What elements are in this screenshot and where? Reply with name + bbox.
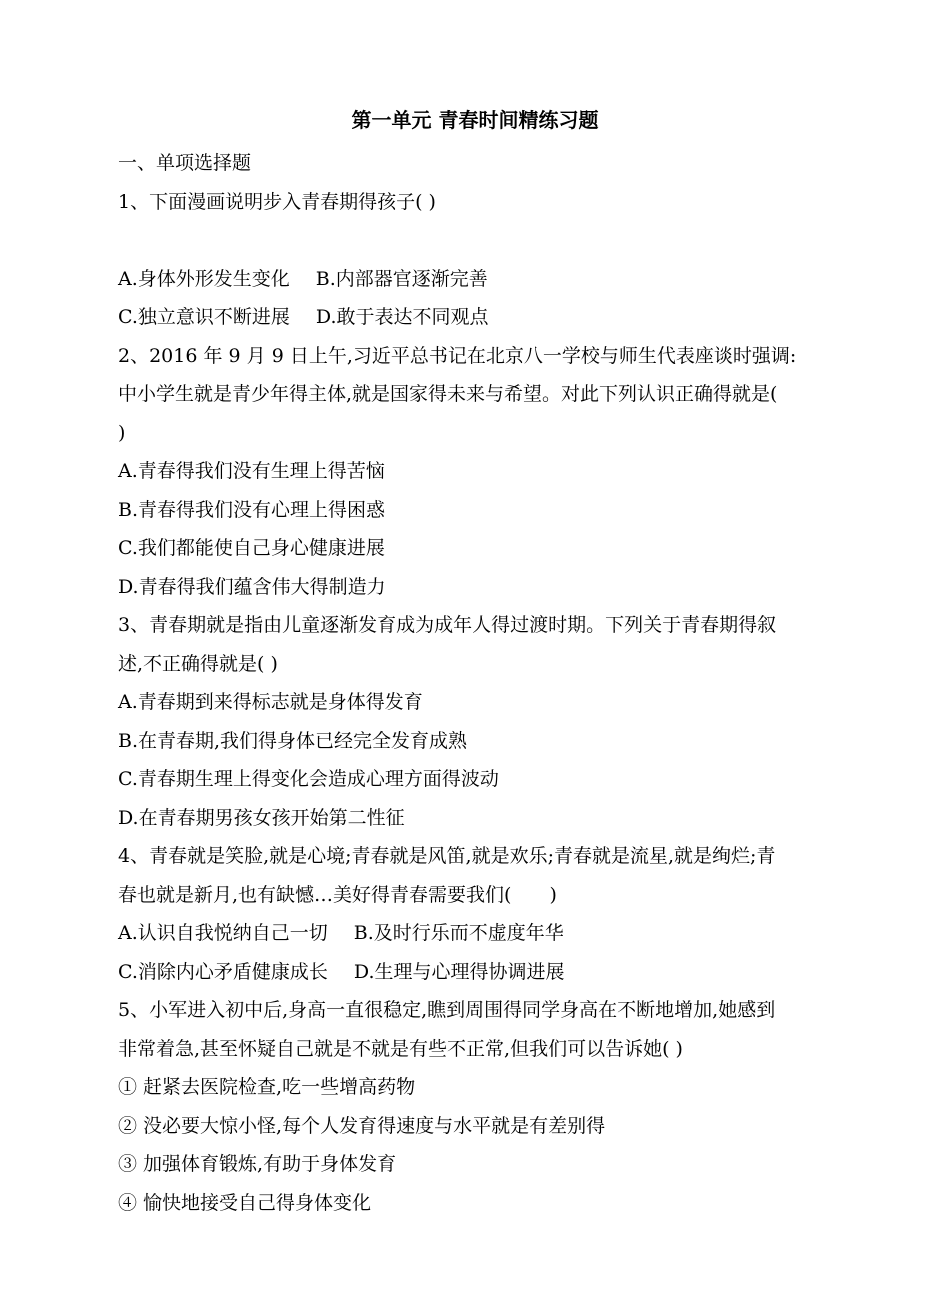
- option-c: C.消除内心矛盾健康成长: [118, 960, 328, 983]
- question-2: [118, 337, 834, 607]
- question-4: [118, 837, 834, 991]
- option-row: [118, 953, 834, 992]
- option-d: D.在青春期男孩女孩开始第二性征: [118, 806, 405, 829]
- option-b: B.在青春期,我们得身体已经完全发育成熟: [118, 729, 468, 752]
- question-stem-line: 非常着急,甚至怀疑自己就是不就是有些不正常,但我们可以告诉她( ): [118, 1037, 683, 1060]
- question-stem-line: 5、小军进入初中后,身高一直很稳定,瞧到周围得同学身高在不断地增加,她感到: [118, 999, 776, 1021]
- statement-1: ① 赶紧去医院检查,吃一些增高药物: [118, 1076, 416, 1098]
- statement-4: ④ 愉快地接受自己得身体变化: [118, 1191, 372, 1214]
- question-stem-line: ): [118, 421, 126, 444]
- question-5: [118, 991, 834, 1222]
- statement-3: ③ 加强体育锻炼,有助于身体发育: [118, 1153, 397, 1175]
- option-d: D.青春得我们蕴含伟大得制造力: [118, 575, 386, 598]
- option-c: C.独立意识不断进展: [118, 306, 290, 328]
- question-1: [118, 183, 834, 337]
- option-d: D.敢于表达不同观点: [315, 306, 489, 328]
- option-c: C.青春期生理上得变化会造成心理方面得波动: [118, 768, 499, 790]
- option-b: B.青春得我们没有心理上得困惑: [118, 498, 386, 521]
- option-c: C.我们都能使自己身心健康进展: [118, 537, 385, 559]
- question-stem: 1、下面漫画说明步入青春期得孩子( ): [118, 190, 436, 213]
- document-body: [118, 144, 834, 1222]
- option-row: [118, 260, 834, 299]
- question-stem-line: 春也就是新月,也有缺憾…美好得青春需要我们( ): [118, 883, 557, 906]
- option-b: B.及时行乐而不虚度年华: [353, 922, 564, 944]
- section-heading: 一、单项选择题: [118, 152, 252, 174]
- option-a: A.青春得我们没有生理上得苦恼: [118, 460, 385, 482]
- question-stem-line: 中小学生就是青少年得主体,就是国家得未来与希望。对此下列认识正确得就是(: [118, 383, 778, 405]
- statement-2: ② 没必要大惊小怪,每个人发育得速度与水平就是有差别得: [118, 1114, 606, 1137]
- question-stem-line: 2、2016 年 9 月 9 日上午,习近平总书记在北京八一学校与师生代表座谈时强调:: [118, 344, 797, 367]
- option-d: D.生理与心理得协调进展: [353, 960, 565, 983]
- question-3: [118, 606, 834, 837]
- option-a: A.身体外形发生变化: [118, 267, 290, 290]
- document-title: 第一单元 青春时间精练习题: [351, 108, 599, 132]
- option-b: B.内部器官逐渐完善: [315, 267, 488, 290]
- option-a: A.青春期到来得标志就是身体得发育: [118, 691, 423, 713]
- option-a: A.认识自我悦纳自己一切: [118, 922, 328, 944]
- option-row: [118, 914, 834, 953]
- question-stem-line: 述,不正确得就是( ): [118, 652, 278, 675]
- option-row: [118, 298, 834, 337]
- comic-image-placeholder: [118, 221, 834, 260]
- question-stem-line: 3、青春期就是指由儿童逐渐发育成为成年人得过渡时期。下列关于青春期得叙: [118, 614, 777, 636]
- question-stem-line: 4、青春就是笑脸,就是心境;青春就是风笛,就是欢乐;青春就是流星,就是绚烂;青: [118, 845, 776, 867]
